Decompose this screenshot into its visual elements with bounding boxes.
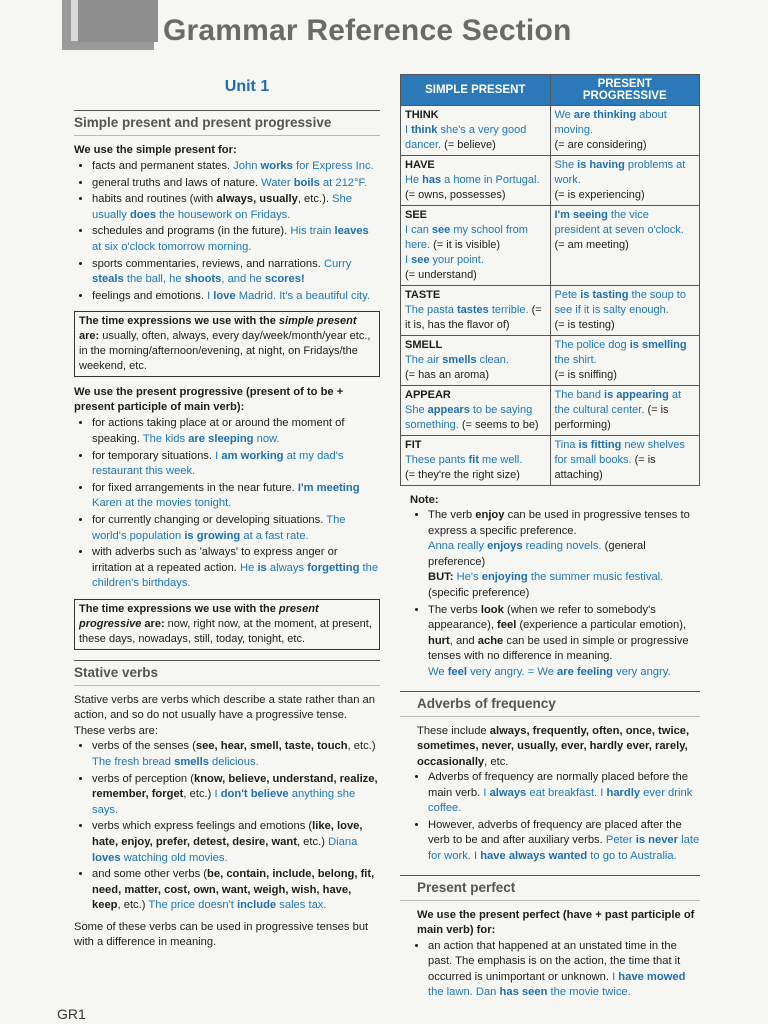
table-header-row [401,75,700,106]
table-row [401,106,700,156]
list-item: • for actions taking place at or around the moment of speaking. The kids are sleeping now. [92,416,380,447]
present-perfect-lead: We use the present perfect (have + past participle of main verb) for: [417,908,695,936]
list-item: • feelings and emotions. I love Madrid. It's a beautiful city. [92,289,380,305]
table-cell: HAVE He has a home in Portugal. (= owns, possesses) [401,156,551,206]
list-item: • and some other verbs (be, contain, include, belong, fit, need, matter, cost, own, want, weigh, wish, have, keep, etc.) The price doesn't include sales tax. [92,867,380,914]
stative-verbs-list [74,739,380,914]
section-heading-stative-verbs: Stative verbs [74,660,380,686]
table-cell: The band is appearing at the cultural center. (= is performing) [550,386,700,436]
table-cell: THINK I think she's a very good dancer. (= believe) [401,106,551,156]
table-cell: We are thinking about moving. (= are considering) [550,106,700,156]
table-cell: The police dog is smelling the shirt. (= is sniffing) [550,336,700,386]
table-cell: She is having problems at work. (= is experiencing) [550,156,700,206]
simple-present-uses-list [74,159,380,304]
list-item: • sports commentaries, reviews, and narrations. Curry steals the ball, he shoots, and he scores! [92,257,380,288]
adverbs-list [400,770,700,865]
list-item: • general truths and laws of nature. Water boils at 212°F. [92,176,380,192]
corner-tab-block [78,0,158,42]
table-row [401,386,700,436]
list-item: • verbs of perception (know, believe, understand, realize, remember, forget, etc.) I don't believe anything she says. [92,772,380,819]
section-heading-simple-present: Simple present and present progressive [74,110,380,136]
list-item: • for currently changing or developing situations. The world's population is growing at a fast rate. [92,513,380,544]
list-item: • for fixed arrangements in the near future. I'm meeting Karen at the movies tonight. [92,481,380,512]
column-header-simple-present: SIMPLE PRESENT [401,75,551,106]
adverbs-intro: These include always, frequently, often, once, twice, sometimes, never, usually, ever, hardly ever, rarely, occasionally, etc. [417,724,690,768]
present-perfect-list [400,939,700,1001]
unit-title: Unit 1 [224,78,270,95]
list-item: • an action that happened at an unstated time in the past. The emphasis is on the action, the time that it occurred is unimportant or unknown. I have mowed the lawn. Dan has seen the movie twice. [428,939,700,1001]
list-item: • Adverbs of frequency are normally placed before the main verb. I always eat breakfast. I hardly ever drink coffee. [428,770,700,817]
note-title: Note: [410,494,439,506]
table-cell: Tina is fitting new shelves for small books. (= is attaching) [550,436,700,486]
page-title: Grammar Reference Section [163,14,572,47]
table-row [401,436,700,486]
list-item: • schedules and programs (in the future). His train leaves at six o'clock tomorrow morning. [92,224,380,255]
stative-outro: Some of these verbs can be used in progressive tenses but with a difference in meaning. [74,920,369,949]
table-cell: I'm seeing the vice president at seven o'clock. (= am meeting) [550,206,700,286]
section-heading-present-perfect: Present perfect [400,875,700,901]
section-heading-adverbs-of-frequency: Adverbs of frequency [400,691,700,717]
list-item: • verbs which express feelings and emotions (like, love, hate, enjoy, prefer, detest, desire, want, etc.) Diana loves watching old movies. [92,819,380,866]
table-cell: TASTE The pasta tastes terrible. (= it is, has the flavor of) [401,286,551,336]
left-column [74,78,380,951]
list-item: • for temporary situations. I am working at my dad's restaurant this week. [92,449,380,480]
right-column [400,74,700,1002]
column-header-present-progressive: PRESENT PROGRESSIVE [550,75,700,106]
present-progressive-lead: We use the present progressive (present of to be + present participle of main verb): [74,386,344,414]
time-expressions-present-progressive-box: The time expressions we use with the present progressive are: now, right now, at the moment, at present, these days, nowadays, still, today, tonight, etc. [74,599,380,650]
stative-intro: Stative verbs are verbs which describe a state rather than an action, and so do not usually have a progressive tense. These verbs are: [74,693,375,737]
list-item: • However, adverbs of frequency are placed after the verb to be and after auxiliary verbs. Peter is never late for work. I have always wanted to go to Australia. [428,818,700,865]
table-row [401,286,700,336]
page-number: GR1 [57,1006,86,1022]
table-cell: SEE I can see my school from here. (= it is visible) I see your point. (= understand) [401,206,551,286]
list-item: • verbs of the senses (see, hear, smell, taste, touch, etc.) The fresh bread smells delicious. [92,739,380,770]
list-item: • with adverbs such as 'always' to express anger or irritation at a repeated action. He is always forgetting the children's birthdays. [92,545,380,592]
simple-vs-progressive-table [400,74,700,486]
simple-present-lead: We use the simple present for: [74,144,237,156]
table-row [401,206,700,286]
table-cell: SMELL The air smells clean. (= has an aroma) [401,336,551,386]
list-item: • facts and permanent states. John works for Express Inc. [92,159,380,175]
time-expressions-simple-present-box: The time expressions we use with the simple present are: usually, often, always, every day/week/month/year etc., in the morning/afternoon/evening, at night, on Fridays/the weekend, etc. [74,311,380,377]
present-progressive-uses-list [74,416,380,592]
table-cell: FIT These pants fit me well. (= they're the right size) [401,436,551,486]
list-item: • The verbs look (when we refer to somebody's appearance), feel (experience a particular emotion), hurt, and ache can be used in simple or progressive tenses with no difference in meaning. We feel very angry. = We are feeling very angry. [428,603,700,681]
note-list [400,508,700,681]
table-cell: Pete is tasting the soup to see if it is salty enough. (= is testing) [550,286,700,336]
table-row [401,156,700,206]
list-item: • The verb enjoy can be used in progressive tenses to express a specific preference. Anna really enjoys reading novels. (general preference) BUT: He's enjoying the summer music festival. (specific preference) [428,508,700,602]
table-row [401,336,700,386]
table-cell: APPEAR She appears to be saying something. (= seems to be) [401,386,551,436]
list-item: • habits and routines (with always, usually, etc.). She usually does the housework on Fridays. [92,192,380,223]
